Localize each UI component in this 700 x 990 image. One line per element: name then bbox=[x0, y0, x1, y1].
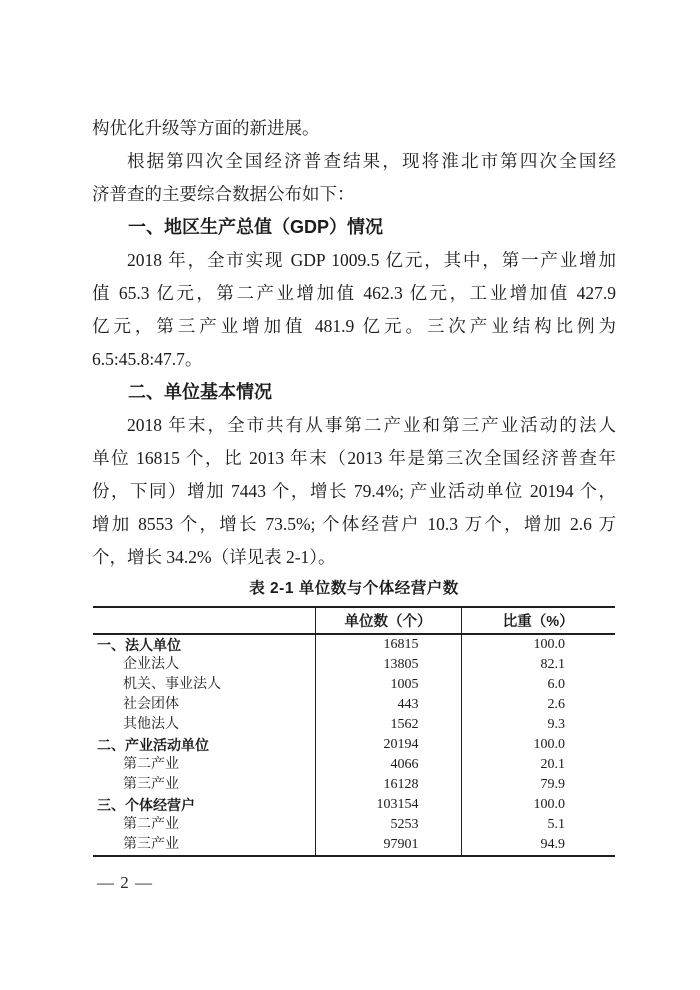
table-row bbox=[93, 715, 615, 735]
table-body bbox=[93, 634, 615, 856]
table-row bbox=[93, 755, 615, 775]
page-number: — 2 — bbox=[97, 873, 153, 892]
row-share: 6.0 bbox=[461, 675, 615, 695]
row-share: 2.6 bbox=[461, 695, 615, 715]
text-line: 构优化升级等方面的新进展。 bbox=[92, 118, 320, 138]
row-share: 9.3 bbox=[461, 715, 615, 735]
header-cell-count: 单位数（个） bbox=[315, 607, 461, 634]
row-share: 5.1 bbox=[461, 815, 615, 835]
text-line: 2018 年末，全市共有从事第二产业和第三产业活动的法人 bbox=[127, 415, 616, 435]
row-label: 第二产业 bbox=[123, 757, 179, 772]
row-share: 79.9 bbox=[461, 775, 615, 795]
row-label: 一、法人单位 bbox=[97, 637, 181, 653]
table-header-row bbox=[93, 607, 615, 634]
table-header bbox=[93, 607, 615, 634]
text-line: 增加 8553 个，增长 73.5%; 个体经营户 10.3 万个，增加 2.6 万 bbox=[92, 514, 616, 534]
table-title: 表 2-1 单位数与个体经营户数 bbox=[249, 580, 459, 597]
section-heading bbox=[92, 376, 616, 409]
row-share: 100.0 bbox=[461, 735, 615, 755]
row-label: 社会团体 bbox=[123, 697, 179, 712]
text-flow bbox=[92, 112, 616, 574]
table-row bbox=[93, 695, 615, 715]
header-cell-share: 比重（%） bbox=[461, 607, 615, 634]
row-label: 企业法人 bbox=[123, 657, 179, 672]
row-label: 其他法人 bbox=[123, 717, 179, 732]
body-paragraph bbox=[92, 112, 616, 145]
text-line: 亿元，第三产业增加值 481.9 亿元。三次产业结构比例为 bbox=[92, 316, 616, 336]
row-label: 三、个体经营户 bbox=[97, 797, 195, 813]
text-line: 济普查的主要综合数据公布如下： bbox=[92, 184, 355, 204]
text-line: 2018 年，全市实现 GDP 1009.5 亿元，其中，第一产业增加 bbox=[127, 250, 616, 270]
row-share: 82.1 bbox=[461, 655, 615, 675]
text-line: 个，增长 34.2%（详见表 2-1）。 bbox=[92, 547, 336, 567]
section-heading bbox=[92, 211, 616, 244]
row-count: 1005 bbox=[315, 675, 461, 695]
row-share: 94.9 bbox=[461, 835, 615, 856]
body-paragraph bbox=[92, 244, 616, 376]
table-row bbox=[93, 775, 615, 795]
table-row bbox=[93, 735, 615, 755]
row-share: 20.1 bbox=[461, 755, 615, 775]
row-count: 20194 bbox=[315, 735, 461, 755]
body-paragraph bbox=[92, 409, 616, 574]
row-share: 100.0 bbox=[461, 795, 615, 815]
text-line: 二、单位基本情况 bbox=[128, 382, 272, 402]
table-row bbox=[93, 835, 615, 856]
text-line: 6.5:45.8:47.7。 bbox=[92, 349, 203, 369]
row-count: 5253 bbox=[315, 815, 461, 835]
text-line: 一、地区生产总值（GDP）情况 bbox=[128, 217, 384, 237]
text-line: 单位 16815 个，比 2013 年末（2013 年是第三次全国经济普查年 bbox=[92, 448, 616, 468]
header-cell-indicator bbox=[93, 607, 315, 634]
row-label: 机关、事业法人 bbox=[123, 677, 221, 692]
row-label: 第三产业 bbox=[123, 777, 179, 792]
table-row bbox=[93, 655, 615, 675]
table-row bbox=[93, 815, 615, 835]
row-count: 13805 bbox=[315, 655, 461, 675]
row-label: 第二产业 bbox=[123, 817, 179, 832]
page-content bbox=[92, 112, 616, 857]
row-count: 443 bbox=[315, 695, 461, 715]
table-row bbox=[93, 675, 615, 695]
row-label: 第三产业 bbox=[123, 837, 179, 852]
body-paragraph bbox=[92, 145, 616, 211]
row-count: 103154 bbox=[315, 795, 461, 815]
units-table bbox=[93, 606, 615, 857]
table-row bbox=[93, 795, 615, 815]
text-line: 根据第四次全国经济普查结果，现将淮北市第四次全国经 bbox=[127, 151, 616, 171]
text-line: 份，下同）增加 7443 个，增长 79.4%; 产业活动单位 20194 个， bbox=[92, 481, 616, 501]
table-row bbox=[93, 634, 615, 655]
row-label: 二、产业活动单位 bbox=[97, 737, 209, 753]
row-share: 100.0 bbox=[461, 634, 615, 655]
row-count: 97901 bbox=[315, 835, 461, 856]
row-count: 16815 bbox=[315, 634, 461, 655]
row-count: 1562 bbox=[315, 715, 461, 735]
row-count: 4066 bbox=[315, 755, 461, 775]
row-count: 16128 bbox=[315, 775, 461, 795]
text-line: 值 65.3 亿元，第二产业增加值 462.3 亿元，工业增加值 427.9 bbox=[92, 283, 616, 303]
